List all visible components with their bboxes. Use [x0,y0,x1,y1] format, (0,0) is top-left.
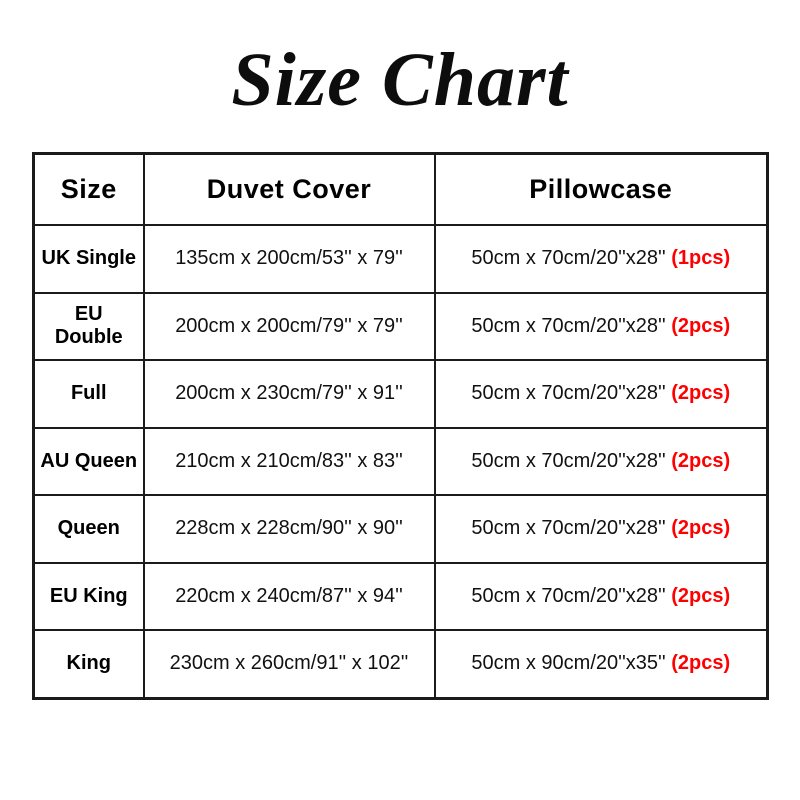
pillowcase-cell [435,360,768,428]
table-row [34,293,768,361]
size-cell: EU Double [34,293,144,361]
table-row [34,630,768,698]
pillowcase-cell [435,630,768,698]
size-cell: UK Single [34,225,144,293]
table-row [34,428,768,496]
duvet-cover-cell: 200cm x 230cm/79'' x 91'' [144,360,435,428]
pillowcase-pcs-count: (2pcs) [671,449,731,472]
size-chart-table [32,152,769,700]
table-row [34,563,768,631]
pillowcase-dimensions: 50cm x 70cm/20''x28'' [471,382,666,405]
pillowcase-pcs-count: (2pcs) [671,517,731,540]
table-row [34,225,768,293]
pillowcase-pcs-count: (2pcs) [671,314,731,337]
header-size: Size [34,154,144,226]
page-title: Size Chart [231,38,569,122]
duvet-cover-cell: 210cm x 210cm/83'' x 83'' [144,428,435,496]
size-cell: EU King [34,563,144,631]
duvet-cover-cell: 230cm x 260cm/91'' x 102'' [144,630,435,698]
duvet-cover-cell: 220cm x 240cm/87'' x 94'' [144,563,435,631]
pillowcase-dimensions: 50cm x 70cm/20''x28'' [471,517,666,540]
pillowcase-pcs-count: (1pcs) [671,247,731,270]
header-duvet-cover: Duvet Cover [144,154,435,226]
table-row [34,495,768,563]
size-table-body [34,225,768,698]
pillowcase-dimensions: 50cm x 70cm/20''x28'' [471,449,666,472]
pillowcase-pcs-count: (2pcs) [671,584,731,607]
table-row [34,360,768,428]
pillowcase-cell [435,563,768,631]
size-cell: Queen [34,495,144,563]
pillowcase-cell [435,428,768,496]
duvet-cover-cell: 200cm x 200cm/79'' x 79'' [144,293,435,361]
pillowcase-dimensions: 50cm x 70cm/20''x28'' [471,247,666,270]
header-pillowcase: Pillowcase [435,154,768,226]
pillowcase-dimensions: 50cm x 70cm/20''x28'' [471,314,666,337]
pillowcase-dimensions: 50cm x 90cm/20''x35'' [471,652,666,675]
size-cell: AU Queen [34,428,144,496]
pillowcase-cell [435,495,768,563]
pillowcase-pcs-count: (2pcs) [671,382,731,405]
pillowcase-dimensions: 50cm x 70cm/20''x28'' [471,584,666,607]
size-cell: King [34,630,144,698]
duvet-cover-cell: 135cm x 200cm/53'' x 79'' [144,225,435,293]
duvet-cover-cell: 228cm x 228cm/90'' x 90'' [144,495,435,563]
pillowcase-cell [435,225,768,293]
pillowcase-pcs-count: (2pcs) [671,652,731,675]
table-header-row [34,154,768,226]
size-cell: Full [34,360,144,428]
pillowcase-cell [435,293,768,361]
